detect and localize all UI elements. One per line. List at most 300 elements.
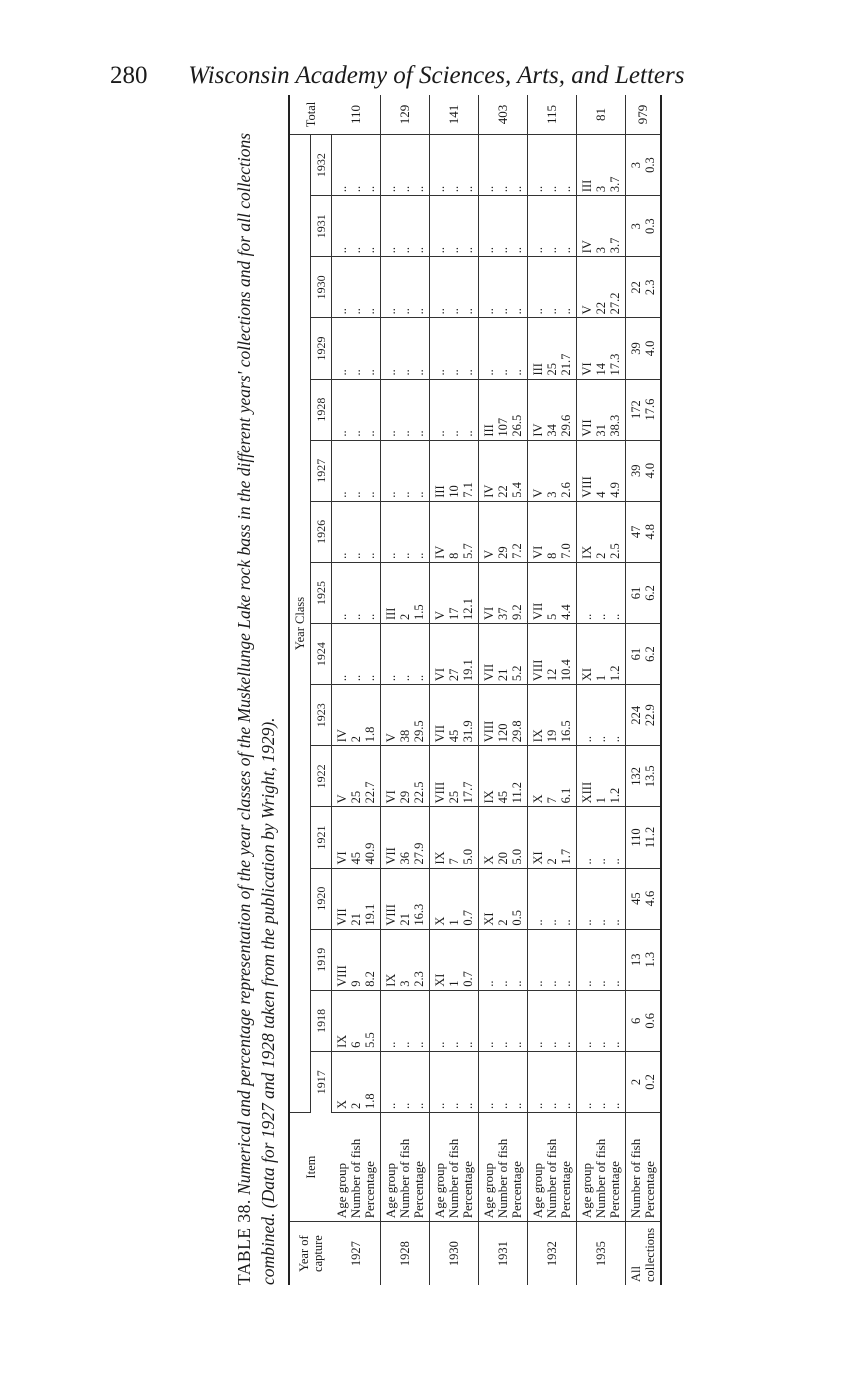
age-group: .. <box>482 1041 496 1048</box>
header-item: Item <box>289 1113 332 1222</box>
table-row <box>430 95 479 1285</box>
percentage: .. <box>510 1102 524 1110</box>
age-group: IX <box>384 973 398 987</box>
number-of-fish: 2 <box>398 613 412 621</box>
number-of-fish: .. <box>349 369 363 376</box>
number-of-fish: .. <box>447 185 461 193</box>
number-of-fish: .. <box>349 491 363 498</box>
year-class-cell <box>430 196 479 257</box>
year-class-cell <box>332 501 381 562</box>
age-group: IV <box>433 545 447 559</box>
percentage: .. <box>461 369 475 376</box>
percentage: .. <box>412 430 426 437</box>
age-group: V <box>580 305 594 315</box>
year-class-cell <box>479 1051 528 1112</box>
percentage: .. <box>510 980 524 987</box>
year-class-cell <box>528 685 577 746</box>
year-class-cell <box>528 807 577 868</box>
age-group: VII <box>531 602 545 621</box>
number-of-fish: .. <box>545 919 559 926</box>
percentage: 21.7 <box>559 353 573 376</box>
number-of-fish: .. <box>349 674 363 682</box>
age-group: .. <box>531 1041 545 1048</box>
all-collections-cell <box>626 624 662 685</box>
item-label: Age group <box>383 1162 398 1219</box>
percentage: .. <box>510 247 524 254</box>
number-of-fish: 9 <box>349 980 363 987</box>
header-year-class: Year Class <box>289 135 311 1113</box>
number-of-fish: 172 <box>629 400 643 419</box>
number-of-fish: .. <box>545 308 559 315</box>
age-group: .. <box>580 736 594 743</box>
all-collections-cell <box>626 868 662 929</box>
percentage: 0.3 <box>643 157 657 173</box>
number-of-fish: .. <box>349 308 363 315</box>
number-of-fish: .. <box>398 1102 412 1110</box>
year-class-cell <box>332 685 381 746</box>
page-number: 280 <box>110 62 148 89</box>
capture-year: 1930 <box>430 1222 479 1285</box>
percentage: 7.2 <box>510 543 524 559</box>
age-group: V <box>384 733 398 743</box>
percentage: .. <box>608 858 622 865</box>
year-class-cell <box>430 929 479 990</box>
number-of-fish: 120 <box>496 723 510 743</box>
year-class-cell <box>479 685 528 746</box>
percentage: .. <box>461 185 475 193</box>
year-class-cell <box>528 746 577 807</box>
age-group: .. <box>384 247 398 254</box>
age-group: VI <box>335 851 349 865</box>
number-of-fish: .. <box>398 430 412 437</box>
year-class-cell <box>528 196 577 257</box>
age-group: XI <box>531 851 545 865</box>
percentage: 3.7 <box>608 237 622 254</box>
number-of-fish: .. <box>447 1102 461 1110</box>
number-of-fish: 22 <box>594 301 608 315</box>
item-label: Number of fish <box>397 1138 412 1219</box>
year-class-1930: 1930 <box>311 257 332 318</box>
percentage: .. <box>412 674 426 682</box>
percentage: .. <box>461 308 475 315</box>
number-of-fish: .. <box>447 308 461 315</box>
percentage: .. <box>559 1041 573 1048</box>
age-group: IX <box>482 790 496 804</box>
percentage: 5.7 <box>461 543 475 559</box>
year-class-1932: 1932 <box>311 135 332 196</box>
age-group: VII <box>482 663 496 682</box>
percentage: 6.1 <box>559 787 573 804</box>
percentage: .. <box>363 491 377 498</box>
percentage: 2.3 <box>643 279 657 296</box>
number-of-fish: .. <box>447 430 461 437</box>
number-of-fish: .. <box>545 1102 559 1110</box>
number-of-fish: 21 <box>349 913 363 926</box>
year-class-1917: 1917 <box>311 1051 332 1112</box>
age-group: .. <box>335 674 349 682</box>
number-of-fish: 7 <box>447 858 461 865</box>
all-collections-cell <box>626 379 662 440</box>
age-group: .. <box>335 491 349 498</box>
percentage: 13.5 <box>643 765 657 788</box>
percentage: 1.3 <box>643 951 657 968</box>
year-class-cell <box>577 562 626 623</box>
number-of-fish: .. <box>594 1041 608 1048</box>
item-label: Number of fish <box>544 1138 559 1219</box>
item-label: Number of fish <box>347 1138 363 1219</box>
age-group: .. <box>580 1102 594 1110</box>
number-of-fish: .. <box>545 247 559 254</box>
number-of-fish: 224 <box>629 705 643 725</box>
number-of-fish: 10 <box>447 485 461 498</box>
number-of-fish: 6 <box>349 1041 363 1048</box>
year-class-1922: 1922 <box>311 746 332 807</box>
table-row <box>528 95 577 1285</box>
age-group: X <box>433 916 447 926</box>
percentage: 1.2 <box>608 787 622 804</box>
number-of-fish: 8 <box>447 552 461 559</box>
year-class-cell <box>479 929 528 990</box>
number-of-fish: .. <box>447 369 461 376</box>
item-label: Percentage <box>509 1161 524 1219</box>
year-class-cell <box>577 1051 626 1112</box>
number-of-fish: 2 <box>545 858 559 865</box>
percentage: .. <box>412 552 426 559</box>
year-class-cell <box>381 868 430 929</box>
row-total: 115 <box>528 95 577 135</box>
year-class-cell <box>332 379 381 440</box>
number-of-fish: 3 <box>594 185 608 193</box>
percentage: 17.3 <box>608 353 622 376</box>
age-group: .. <box>433 1102 447 1110</box>
number-of-fish: 1 <box>594 674 608 682</box>
year-class-cell <box>332 624 381 685</box>
age-group: III <box>531 363 545 376</box>
percentage: .. <box>608 613 622 621</box>
age-group: .. <box>384 552 398 559</box>
year-class-1925: 1925 <box>311 562 332 623</box>
age-group: IV <box>335 729 349 743</box>
age-group: V <box>482 549 496 559</box>
number-of-fish: .. <box>594 858 608 865</box>
grand-total: 979 <box>626 95 662 135</box>
number-of-fish: .. <box>349 430 363 437</box>
percentage: 27.9 <box>412 842 426 865</box>
percentage: 29.5 <box>412 720 426 743</box>
number-of-fish: .. <box>496 1041 510 1048</box>
year-class-cell <box>528 868 577 929</box>
year-class-1931: 1931 <box>311 196 332 257</box>
percentage: 2.5 <box>608 543 622 559</box>
year-class-cell <box>479 807 528 868</box>
age-group: VI <box>580 362 594 376</box>
percentage: 12.1 <box>461 598 475 621</box>
age-group: .. <box>384 491 398 498</box>
percentage: 4.4 <box>559 604 573 621</box>
year-class-cell <box>479 501 528 562</box>
number-of-fish: 25 <box>545 363 559 376</box>
age-group: .. <box>531 308 545 315</box>
percentage: 19.1 <box>461 659 475 682</box>
percentage: 0.6 <box>643 1013 657 1029</box>
age-group: .. <box>433 430 447 437</box>
year-class-cell <box>381 135 430 196</box>
percentage: 16.3 <box>412 903 426 926</box>
percentage: 17.7 <box>461 781 475 804</box>
year-class-cell <box>332 318 381 379</box>
age-group: X <box>531 794 545 804</box>
age-group: .. <box>384 674 398 682</box>
percentage: .. <box>559 919 573 926</box>
percentage: .. <box>363 674 377 682</box>
percentage: 7.1 <box>461 482 475 498</box>
year-class-cell <box>430 562 479 623</box>
year-class-cell <box>430 685 479 746</box>
year-class-cell <box>430 379 479 440</box>
number-of-fish: 7 <box>545 797 559 804</box>
year-class-cell <box>577 440 626 501</box>
number-of-fish: 22 <box>629 281 643 294</box>
year-class-cell <box>430 501 479 562</box>
number-of-fish: 36 <box>398 852 412 865</box>
number-of-fish: .. <box>349 185 363 193</box>
percentage: 6.2 <box>643 646 657 662</box>
number-of-fish: 37 <box>496 607 510 621</box>
percentage: 26.5 <box>510 414 524 437</box>
percentage: 1.5 <box>412 604 426 621</box>
percentage: .. <box>461 430 475 437</box>
year-class-cell <box>332 807 381 868</box>
year-class-cell <box>479 990 528 1051</box>
year-class-cell <box>479 196 528 257</box>
number-of-fish: .. <box>398 552 412 559</box>
age-group: .. <box>335 308 349 315</box>
number-of-fish: 61 <box>629 586 643 600</box>
number-of-fish: .. <box>594 980 608 987</box>
year-class-1918: 1918 <box>311 990 332 1051</box>
number-of-fish: 1 <box>447 980 461 987</box>
number-of-fish: .. <box>545 1041 559 1048</box>
caption-text: Numerical and percentage representation of the year classes of the Muskellunge Lake rock bass in the different years' collections and for all collections combined. (Data for 1927 and 1928 taken from the publication by Wright, 1929). <box>234 132 278 1285</box>
year-class-cell <box>528 318 577 379</box>
row-total: 129 <box>381 95 430 135</box>
percentage: .. <box>461 1102 475 1110</box>
year-class-cell <box>381 501 430 562</box>
year-class-cell <box>381 807 430 868</box>
number-of-fish: 17 <box>447 607 461 621</box>
number-of-fish: .. <box>545 980 559 987</box>
year-class-cell <box>577 135 626 196</box>
item-labels <box>332 1113 381 1222</box>
number-of-fish: 45 <box>496 790 510 804</box>
year-class-cell <box>577 257 626 318</box>
year-class-cell <box>479 624 528 685</box>
number-of-fish: .. <box>398 185 412 193</box>
number-of-fish: 2 <box>349 736 363 743</box>
age-group: .. <box>531 980 545 987</box>
table-row <box>479 95 528 1285</box>
year-class-cell <box>577 868 626 929</box>
age-group: .. <box>335 552 349 559</box>
age-group: V <box>335 794 349 804</box>
number-of-fish: .. <box>349 247 363 254</box>
year-class-cell <box>528 257 577 318</box>
age-group: .. <box>384 185 398 193</box>
year-class-cell <box>332 135 381 196</box>
all-collections-cell <box>626 135 662 196</box>
percentage: 3.7 <box>608 176 622 193</box>
year-class-1929: 1929 <box>311 318 332 379</box>
percentage: 4.6 <box>643 890 657 907</box>
percentage: .. <box>608 736 622 743</box>
year-class-cell <box>528 562 577 623</box>
header-year-of-capture: Year of capture <box>289 1222 332 1285</box>
all-collections-cell <box>626 685 662 746</box>
percentage: 7.0 <box>559 543 573 559</box>
age-group: .. <box>482 980 496 987</box>
percentage: 1.8 <box>363 726 377 743</box>
number-of-fish: 31 <box>594 424 608 437</box>
percentage: 29.8 <box>510 720 524 743</box>
number-of-fish: 12 <box>545 668 559 682</box>
age-group: .. <box>482 369 496 376</box>
percentage: 5.2 <box>510 665 524 682</box>
item-labels <box>577 1113 626 1222</box>
age-group: .. <box>482 247 496 254</box>
year-class-cell <box>528 1051 577 1112</box>
number-of-fish: 2 <box>349 1102 363 1110</box>
year-class-cell <box>479 257 528 318</box>
percentage: 5.0 <box>510 848 524 865</box>
year-class-table <box>288 95 662 1285</box>
age-group: VII <box>335 908 349 926</box>
year-class-cell <box>528 501 577 562</box>
capture-year: 1931 <box>479 1222 528 1285</box>
age-group: .. <box>335 613 349 621</box>
year-class-cell <box>479 440 528 501</box>
age-group: III <box>482 424 496 437</box>
percentage: 17.6 <box>643 398 657 421</box>
item-label: Percentage <box>460 1161 475 1219</box>
age-group: VI <box>531 545 545 559</box>
age-group: IV <box>531 423 545 437</box>
all-collections-cell <box>626 318 662 379</box>
year-class-cell <box>381 1051 430 1112</box>
percentage: .. <box>461 1041 475 1048</box>
number-of-fish: .. <box>594 736 608 743</box>
year-class-cell <box>332 929 381 990</box>
year-class-cell <box>430 746 479 807</box>
percentage: 19.1 <box>363 903 377 926</box>
percentage: .. <box>363 247 377 254</box>
percentage: 22.9 <box>643 704 657 727</box>
year-class-cell <box>430 135 479 196</box>
item-label: Percentage <box>361 1161 377 1219</box>
age-group: .. <box>384 1102 398 1110</box>
age-group: .. <box>433 308 447 315</box>
item-label: Age group <box>432 1162 447 1219</box>
item-labels <box>430 1113 479 1222</box>
item-label: Percentage <box>607 1161 622 1219</box>
percentage: .. <box>608 919 622 926</box>
number-of-fish: 6 <box>629 1017 643 1024</box>
year-class-cell <box>479 562 528 623</box>
year-class-cell <box>381 257 430 318</box>
age-group: VIII <box>580 476 594 498</box>
year-class-cell <box>479 379 528 440</box>
number-of-fish: 4 <box>594 491 608 498</box>
number-of-fish: .. <box>447 247 461 254</box>
number-of-fish: .. <box>496 1102 510 1110</box>
all-collections-row <box>626 95 662 1285</box>
year-class-cell <box>430 624 479 685</box>
percentage: .. <box>412 308 426 315</box>
percentage: .. <box>608 1041 622 1048</box>
percentage: 5.5 <box>363 1032 377 1048</box>
year-class-cell <box>577 746 626 807</box>
percentage: 4.0 <box>643 340 657 357</box>
percentage: .. <box>363 430 377 437</box>
year-class-cell <box>332 196 381 257</box>
age-group: V <box>433 610 447 621</box>
age-group: XI <box>580 667 594 682</box>
age-group: VIII <box>482 720 496 743</box>
number-of-fish: 34 <box>545 424 559 437</box>
all-collections-cell <box>626 196 662 257</box>
number-of-fish: 8 <box>545 552 559 559</box>
number-of-fish: 47 <box>629 525 643 539</box>
age-group: .. <box>531 919 545 926</box>
percentage: .. <box>412 185 426 193</box>
number-of-fish: .. <box>594 919 608 926</box>
year-class-cell <box>381 440 430 501</box>
year-class-1927: 1927 <box>311 440 332 501</box>
percentage: .. <box>510 308 524 315</box>
number-of-fish: 21 <box>496 668 510 682</box>
age-group: .. <box>580 980 594 987</box>
number-of-fish: 1 <box>594 797 608 804</box>
year-class-cell <box>430 807 479 868</box>
year-class-cell <box>381 562 430 623</box>
all-collections-cell <box>626 1051 662 1112</box>
percentage: .. <box>510 1041 524 1048</box>
number-of-fish: .. <box>398 247 412 254</box>
age-group: .. <box>433 247 447 254</box>
number-of-fish: 45 <box>349 852 363 865</box>
year-class-cell <box>381 746 430 807</box>
age-group: .. <box>433 185 447 193</box>
percentage: .. <box>510 369 524 376</box>
age-group: III <box>384 607 398 621</box>
year-class-header-row <box>311 95 332 1285</box>
percentage: 40.9 <box>363 842 377 865</box>
all-collections-cell <box>626 990 662 1051</box>
percentage: .. <box>412 1041 426 1048</box>
number-of-fish: 2 <box>629 1078 643 1086</box>
number-of-fish: .. <box>349 552 363 559</box>
percentage: 9.2 <box>510 604 524 621</box>
percentage: 10.4 <box>559 659 573 682</box>
percentage: .. <box>608 1102 622 1110</box>
item-label: Percentage <box>558 1161 573 1219</box>
number-of-fish: 38 <box>398 729 412 743</box>
percentage: 2.3 <box>412 971 426 987</box>
number-of-fish: .. <box>545 185 559 193</box>
year-class-cell <box>332 1051 381 1112</box>
percentage: 4.8 <box>643 524 657 540</box>
number-of-fish: 21 <box>398 913 412 926</box>
age-group: VIII <box>384 904 398 926</box>
